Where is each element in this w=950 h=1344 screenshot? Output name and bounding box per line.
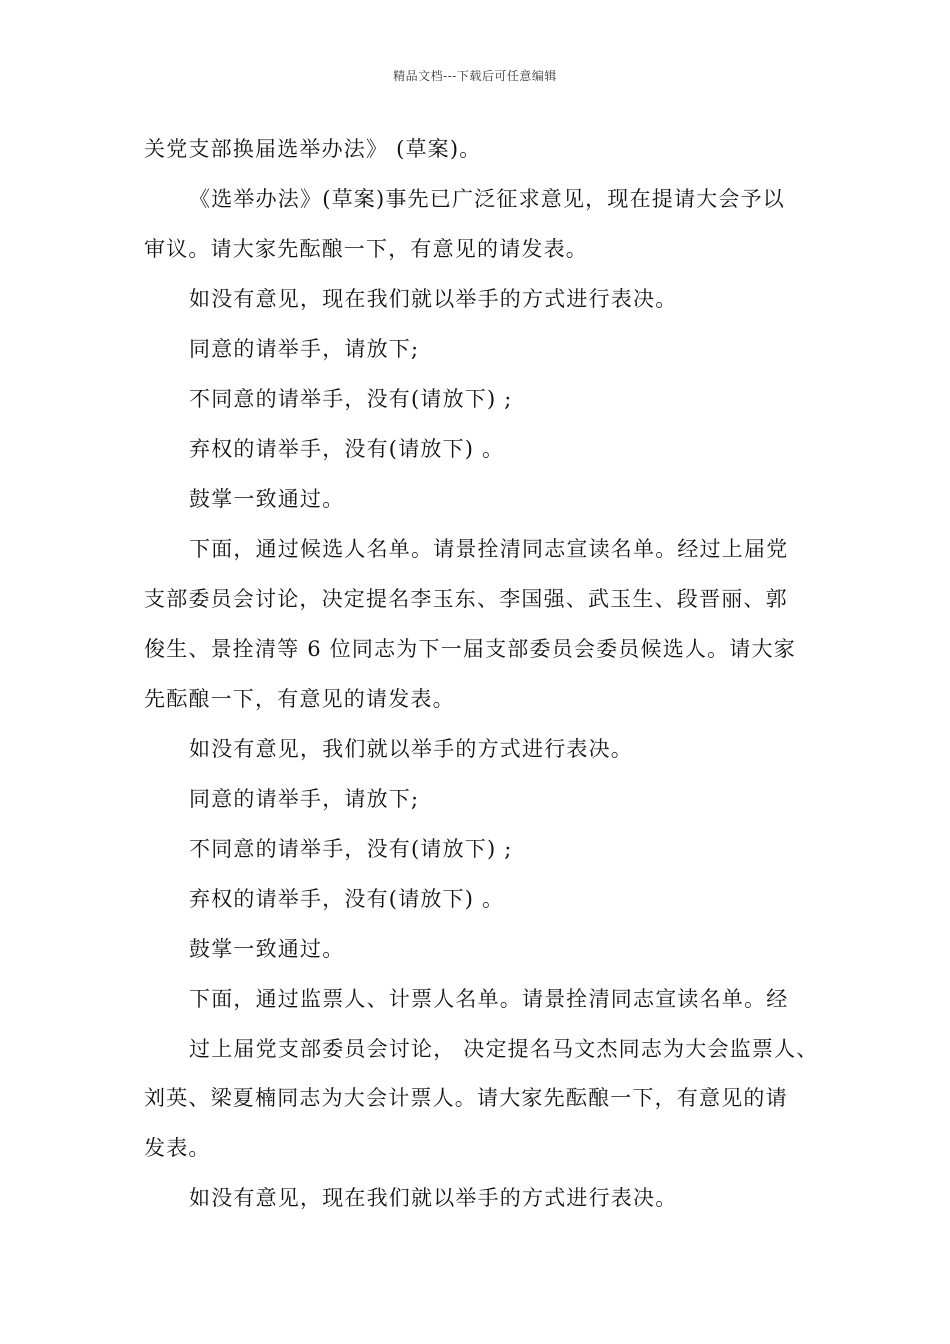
text-line: 下面，通过候选人名单。请景拴清同志宣读名单。经过上届党 [189, 537, 789, 561]
text-line: 弃权的请举手，没有(请放下) 。 [189, 437, 505, 461]
document-header: 精品文档---下载后可任意编辑 [393, 69, 557, 83]
text-line: 不同意的请举手，没有(请放下) ; [189, 837, 513, 861]
text-line: 同意的请举手，请放下; [189, 337, 420, 361]
text-line: 不同意的请举手，没有(请放下) ; [189, 387, 513, 411]
text-line: 如没有意见，现在我们就以举手的方式进行表决。 [189, 1186, 678, 1210]
text-line: 刘英、梁夏楠同志为大会计票人。请大家先酝酿一下，有意见的请 [144, 1086, 788, 1110]
text-line: 如没有意见，现在我们就以举手的方式进行表决。 [189, 287, 678, 311]
text-line: 关党支部换届选举办法》 (草案)。 [144, 137, 482, 161]
text-line: 如没有意见，我们就以举手的方式进行表决。 [189, 737, 633, 761]
text-line: 鼓掌一致通过。 [189, 487, 345, 511]
text-line: 下面，通过监票人、计票人名单。请景拴清同志宣读名单。经 [189, 987, 789, 1011]
text-line: 俊生、景拴清等 6 位同志为下一届支部委员会委员候选人。请大家 [144, 637, 796, 661]
text-line: 支部委员会讨论，决定提名李玉东、李国强、武玉生、段晋丽、郭 [144, 587, 788, 611]
text-line: 同意的请举手，请放下; [189, 787, 420, 811]
text-line: 先酝酿一下，有意见的请发表。 [144, 687, 455, 711]
text-line: 弃权的请举手，没有(请放下) 。 [189, 887, 505, 911]
text-line: 过上届党支部委员会讨论， 决定提名马文杰同志为大会监票人、 [189, 1037, 819, 1061]
text-line: 鼓掌一致通过。 [189, 937, 345, 961]
text-line: 《选举办法》(草案)事先已广泛征求意见，现在提请大会予以 [189, 187, 785, 211]
text-line: 发表。 [144, 1136, 211, 1160]
text-line: 审议。请大家先酝酿一下，有意见的请发表。 [144, 237, 588, 261]
